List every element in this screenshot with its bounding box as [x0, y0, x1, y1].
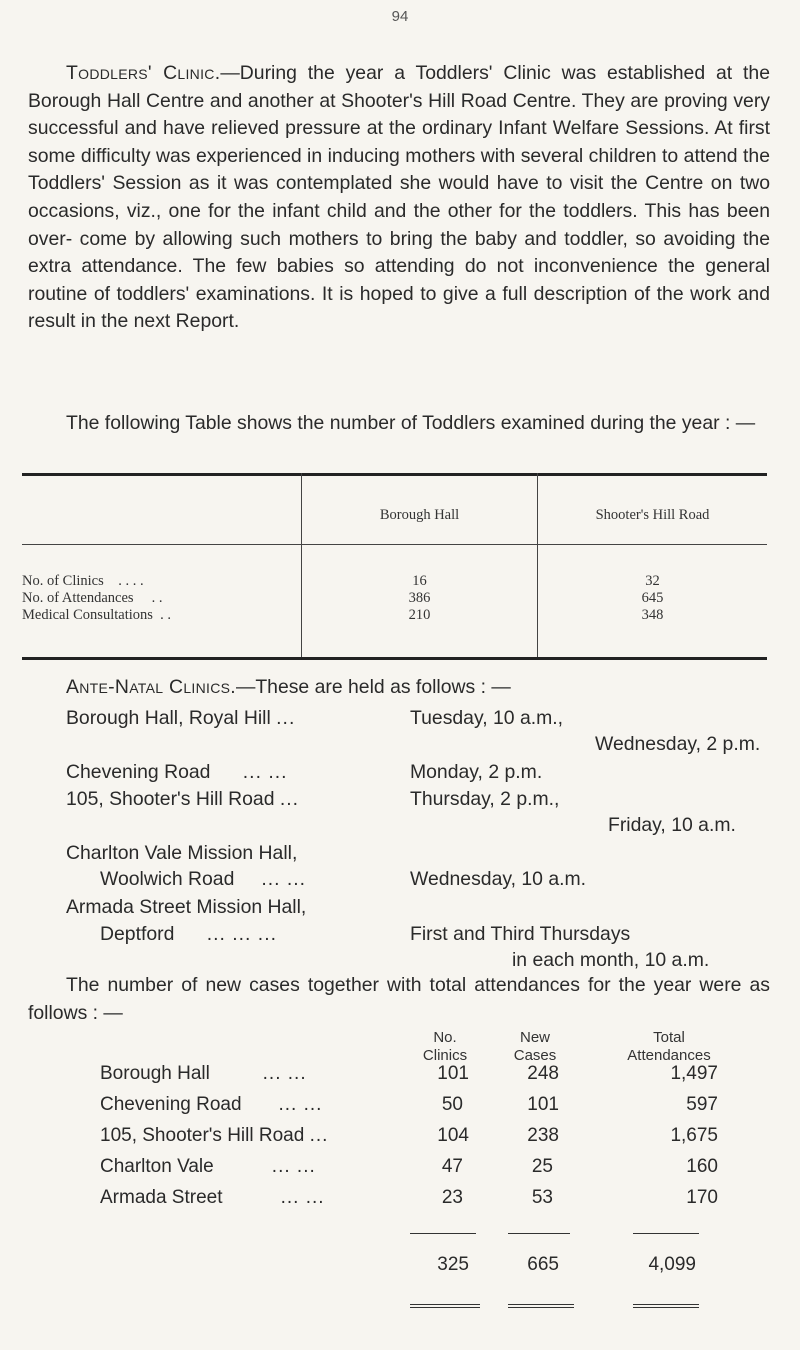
- cases-cell: 1,497: [670, 1063, 718, 1084]
- cases-row-label: Armada Street ... ...: [100, 1187, 325, 1208]
- schedule-place: Borough Hall, Royal Hill ...: [66, 707, 296, 729]
- toddlers-table: [22, 473, 767, 660]
- cases-row-label: 105, Shooter's Hill Road ...: [100, 1125, 329, 1146]
- sum-rule: [633, 1233, 699, 1234]
- table-rule-middle: [22, 544, 767, 545]
- column-header-borough-hall: Borough Hall: [379, 507, 460, 523]
- table-cell: 210: [408, 607, 431, 623]
- schedule-time: Friday, 10 a.m.: [608, 814, 736, 836]
- schedule-time: Wednesday, 10 a.m.: [410, 868, 587, 890]
- table-cell: 386: [408, 590, 431, 606]
- schedule-place: Chevening Road ... ...: [66, 761, 288, 783]
- sum-rule: [410, 1233, 476, 1234]
- cases-row-label: Charlton Vale ... ...: [100, 1156, 316, 1177]
- cases-row-label: Chevening Road ... ...: [100, 1094, 323, 1115]
- cases-cell: 104: [437, 1125, 469, 1146]
- cases-cell: 101: [437, 1063, 469, 1084]
- table-divider: [301, 473, 302, 657]
- cases-cell: 597: [686, 1094, 718, 1115]
- cases-cell: 1,675: [670, 1125, 718, 1146]
- toddlers-text: —During the year a Toddlers' Clinic was established at the Borough Hall Centre and another at Shooter's Hill Road Centre. They are proving very successful and have relieved pressure at the ordinary Infant Welfare Sessions. At first some difficulty was experienced in inducing mothers with several children to attend the Toddlers' Session as it was contemplated she would have to visit the Centre on two occasions, viz., one for the infant child and the other for the toddlers. This has been over- come by allowing such mothers to bring the baby and toddler, so avoiding the extra attendance. The few babies so attending do not inconvenience the general routine of toddlers' examinations. It is hoped to give a full description of the work and result in the next Report.: [28, 62, 770, 333]
- antenatal-intro: Ante-Natal Clinics.—These are held as follows : —: [66, 676, 511, 698]
- sum-rule: [508, 1233, 570, 1234]
- schedule-time: Tuesday, 10 a.m.,: [410, 707, 564, 729]
- total-double-rule: [633, 1304, 699, 1308]
- schedule-time: Thursday, 2 p.m.,: [410, 788, 560, 810]
- table-row-label: No. of Attendances . .: [22, 590, 163, 606]
- cases-total: 665: [527, 1254, 559, 1275]
- table-cell: 32: [645, 573, 660, 589]
- table-rule-bottom: [22, 657, 767, 660]
- cases-cell: 238: [527, 1125, 559, 1146]
- cases-cell: 23: [441, 1187, 463, 1208]
- table-cell: 348: [641, 607, 664, 623]
- cases-total: 325: [437, 1254, 469, 1275]
- column-header-shooters-hill: Shooter's Hill Road: [595, 507, 710, 523]
- cases-total: 4,099: [648, 1254, 696, 1275]
- schedule-time: Monday, 2 p.m.: [410, 761, 543, 783]
- total-double-rule: [410, 1304, 480, 1308]
- column-header-total-attendances: Total Attendances: [627, 1029, 711, 1064]
- cases-row-label: Borough Hall ... ...: [100, 1063, 307, 1084]
- total-double-rule: [508, 1304, 574, 1308]
- toddlers-heading: Toddlers' Clinic.: [66, 62, 221, 84]
- cases-cell: 53: [531, 1187, 553, 1208]
- schedule-place: Woolwich Road ... ...: [100, 868, 307, 890]
- cases-cell: 47: [441, 1156, 463, 1177]
- antenatal-heading: Ante-Natal Clinics.: [66, 676, 236, 698]
- cases-intro: The number of new cases together with total attendances for the year were as follows : —: [28, 974, 770, 1024]
- page-number: 94: [391, 8, 409, 25]
- cases-cell: 160: [686, 1156, 718, 1177]
- toddlers-paragraph: [28, 60, 770, 336]
- table-divider: [537, 473, 538, 657]
- schedule-place: Deptford ... ... ...: [100, 923, 277, 945]
- cases-cell: 101: [527, 1094, 559, 1115]
- cases-cell: 248: [527, 1063, 559, 1084]
- cases-cell: 25: [531, 1156, 553, 1177]
- schedule-time: in each month, 10 a.m.: [512, 949, 710, 971]
- table-rule-top: [22, 473, 767, 476]
- cases-cell: 170: [686, 1187, 718, 1208]
- schedule-place: 105, Shooter's Hill Road ...: [66, 788, 300, 810]
- column-header-new-cases: New Cases: [513, 1029, 557, 1064]
- column-header-clinics: No. Clinics: [422, 1029, 468, 1064]
- table-row-label: Medical Consultations . .: [22, 607, 172, 623]
- cases-cell: 50: [441, 1094, 463, 1115]
- schedule-place: Charlton Vale Mission Hall,: [66, 842, 298, 864]
- toddlers-table-intro: The following Table shows the number of Toddlers examined during the year : —: [66, 412, 756, 434]
- schedule-time: First and Third Thursdays: [410, 923, 631, 945]
- table-cell: 16: [412, 573, 427, 589]
- schedule-time: Wednesday, 2 p.m.: [595, 733, 761, 755]
- schedule-place: Armada Street Mission Hall,: [66, 896, 307, 918]
- table-cell: 645: [641, 590, 664, 606]
- table-row-label: No. of Clinics . . . .: [22, 573, 144, 589]
